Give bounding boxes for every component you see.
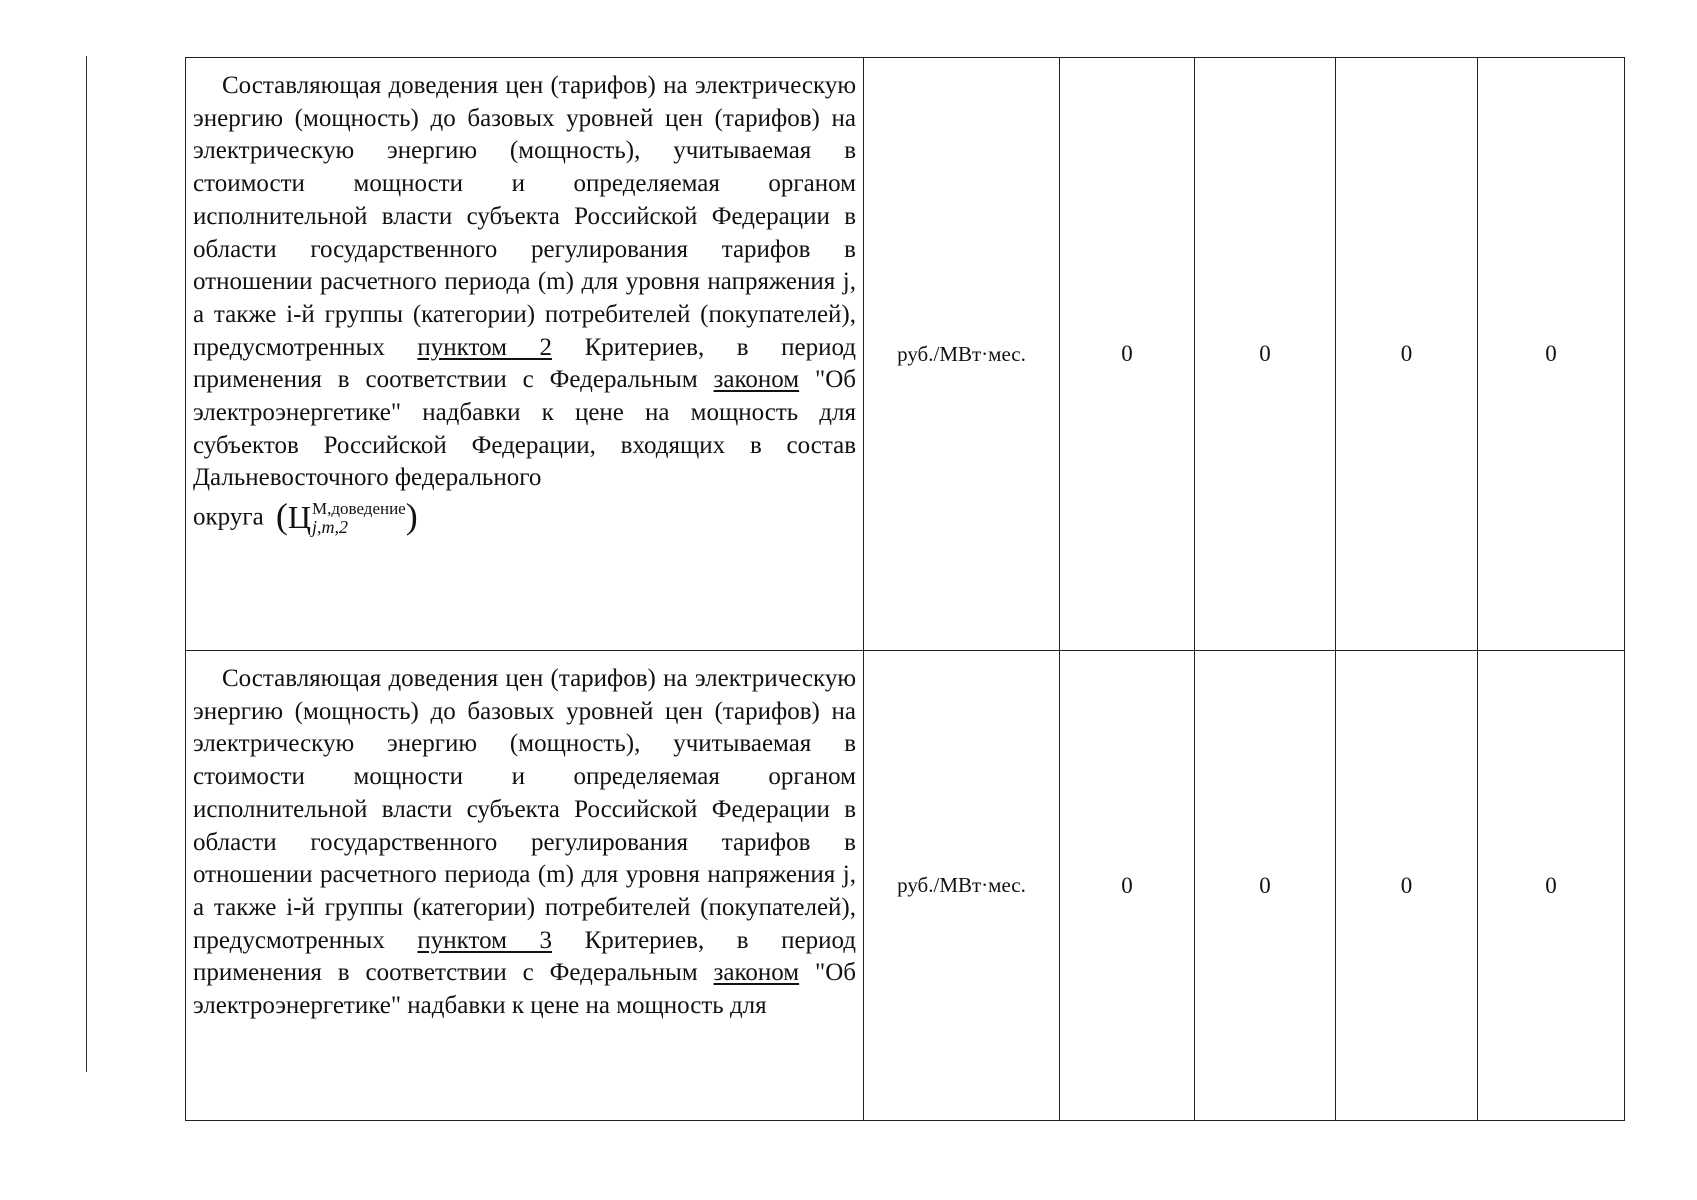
link-zakon[interactable]: законом: [713, 366, 800, 394]
formula-base: Ц: [287, 499, 312, 536]
value-cell: 0: [1060, 58, 1195, 651]
table-row: [186, 58, 1625, 651]
last-word: округа: [193, 503, 264, 531]
value-cell: 0: [1478, 58, 1625, 651]
value-cell: 0: [1195, 58, 1336, 651]
description-text-end: "Об электроэнергетике" надбавки к цене на мощность для субъектов Российской Федерации, входящих в состав Дальневосточного федерального: [193, 366, 856, 492]
description-text: Составляющая доведения цен (тарифов) на электрическую энергию (мощность) до базовых уровней цен (тарифов) на электрическую энергию (мощность), учитываемая в стоимости мощности и определяемая органом исполнительной власти субъекта Российской Федерации в области государственного регулирования тарифов в отношении расчетного периода (m) для уровня напряжения j, а также i-й группы (категории) потребителей (покупателей), предусмотренных: [193, 665, 856, 954]
description-text-middle: Критериев, в период применения в соответствии с Федеральным: [193, 333, 857, 394]
value-cell: 0: [1478, 651, 1625, 1121]
value-cell: 0: [1336, 58, 1478, 651]
formula-subscript: j,m,2: [312, 517, 349, 538]
description-text-end: "Об электроэнергетике" надбавки к цене на мощность для: [193, 959, 856, 1020]
tariff-table: [185, 57, 1625, 1121]
row-description: [186, 58, 864, 651]
formula: (Ц М,доведение j,m,2 ): [275, 496, 418, 538]
formula-superscript: М,доведение: [312, 499, 406, 519]
row-description: [186, 651, 864, 1121]
left-margin-line: [86, 56, 87, 1072]
unit-cell: руб./МВт·мес.: [864, 58, 1060, 651]
link-punkt-2[interactable]: пунктом 2: [417, 333, 553, 361]
value-cell: 0: [1195, 651, 1336, 1121]
description-text: Составляющая доведения цен (тарифов) на электрическую энергию (мощность) до базовых уровней цен (тарифов) на электрическую энергию (мощность), учитываемая в стоимости мощности и определяемая органом исполнительной власти субъекта Российской Федерации в области государственного регулирования тарифов в отношении расчетного периода (m) для уровня напряжения j, а также i-й группы (категории) потребителей (покупателей), предусмотренных: [193, 72, 856, 361]
value-cell: 0: [1336, 651, 1478, 1121]
description-text-middle: Критериев, в период применения в соответствии с Федеральным: [193, 926, 857, 987]
table-row: [186, 651, 1625, 1121]
unit-cell: руб./МВт·мес.: [864, 651, 1060, 1121]
value-cell: 0: [1060, 651, 1195, 1121]
link-zakon[interactable]: законом: [713, 959, 800, 987]
link-punkt-3[interactable]: пунктом 3: [417, 926, 553, 954]
